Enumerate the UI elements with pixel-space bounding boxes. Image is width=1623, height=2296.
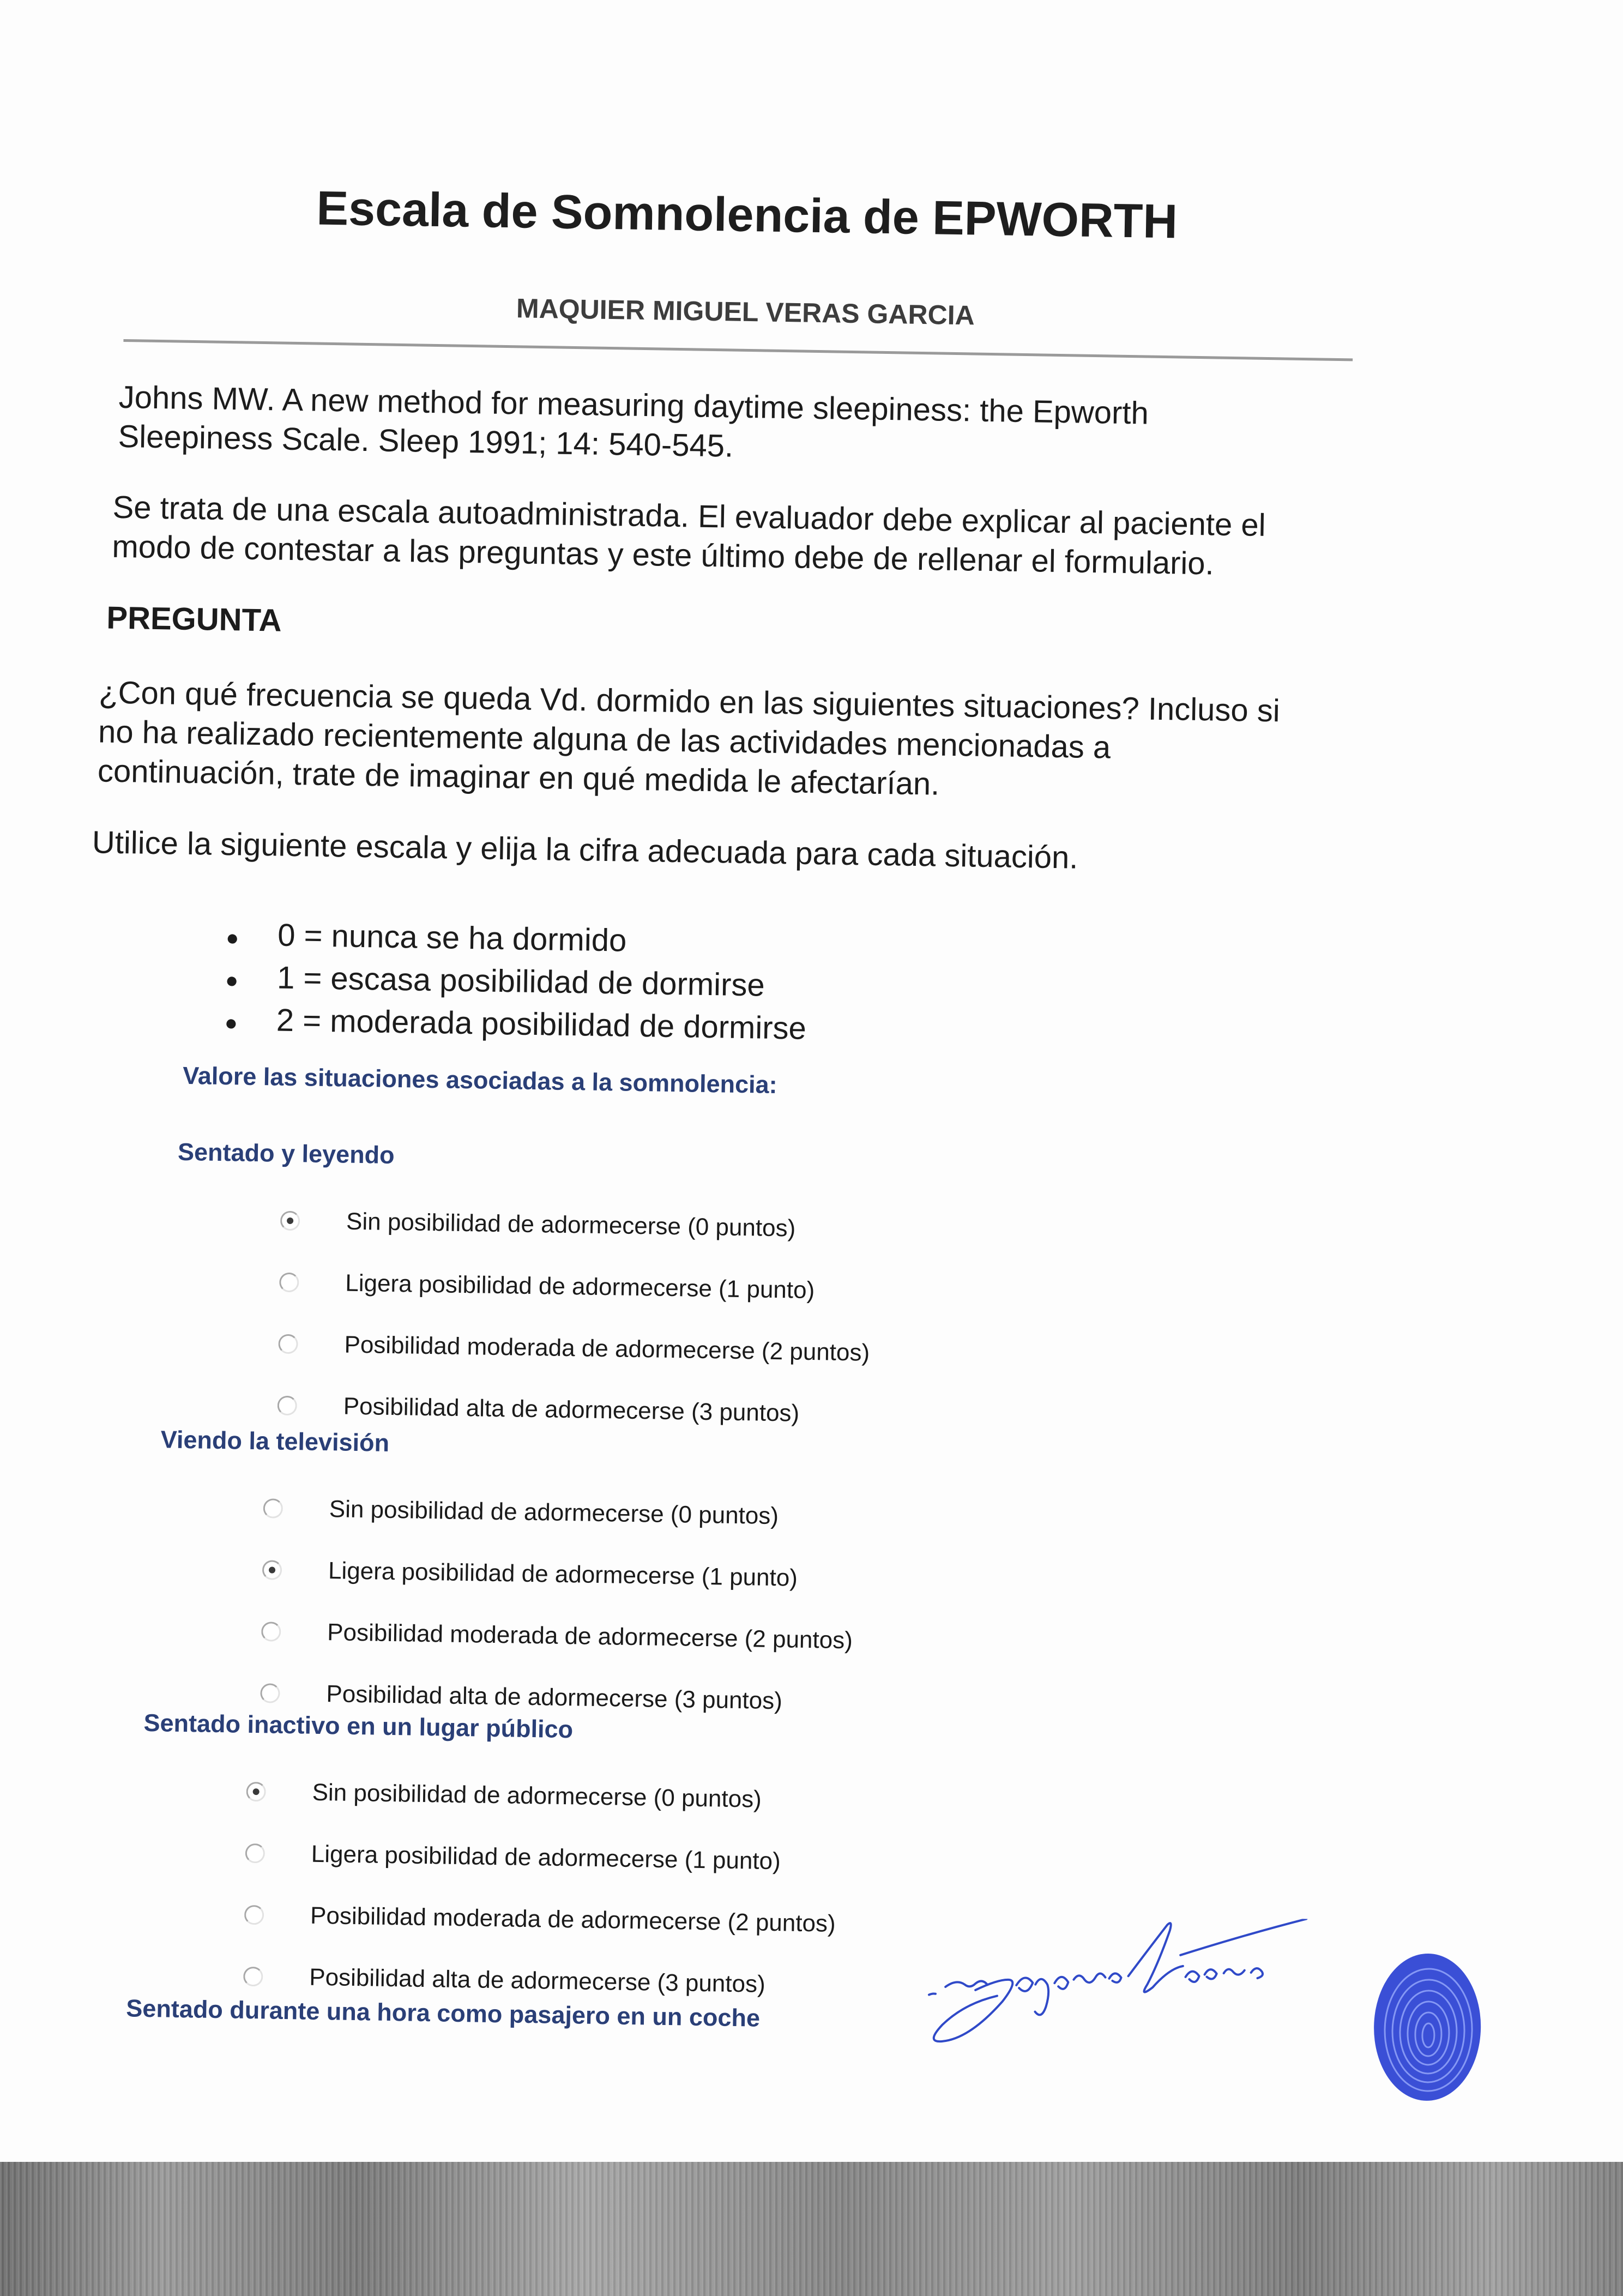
option-row[interactable] [262,1539,854,1610]
signature [922,1913,1350,2056]
option-label[interactable]: Sin posibilidad de adormecerse (0 puntos) [329,1495,779,1529]
scale-item [224,1000,806,1052]
bullet-icon: ● [225,926,239,950]
option-label[interactable]: Posibilidad alta de adormecerse (3 puntos) [343,1393,800,1427]
option-label[interactable]: Ligera posibilidad de adormecerse (1 punto) [311,1840,781,1875]
section-title: Sentado y leyendo [177,1137,395,1169]
signature-stroke [1180,1917,1306,1957]
option-label[interactable]: Ligera posibilidad de adormecerse (1 punto) [345,1269,815,1304]
option-row[interactable] [263,1477,855,1548]
intro-line: modo de contestar a las preguntas y este último debe de rellenar el formulario. [112,528,1215,582]
option-row[interactable] [244,1884,836,1955]
signature-stroke [1128,1923,1184,1993]
reference-line: Johns MW. A new method for measuring daytime sleepiness: the Epworth [118,379,1149,431]
option-label[interactable]: Posibilidad moderada de adormecerse (2 puntos) [327,1618,853,1654]
author-name: MAQUIER MIGUEL VERAS GARCIA [516,293,975,331]
scale-item-text: 2 = moderada posibilidad de dormirse [276,1002,807,1046]
signature-stroke [1016,1972,1105,2016]
signature-stroke [1109,1973,1121,1982]
scale-item-text: 1 = escasa posibilidad de dormirse [276,960,765,1003]
option-row[interactable] [245,1822,837,1893]
section-title: Sentado durante una hora como pasajero en un coche [126,1994,761,2032]
question-line: ¿Con qué frecuencia se queda Vd. dormido en las siguientes situaciones? Incluso si [98,674,1281,729]
radio-button[interactable] [263,1498,283,1518]
radio-button[interactable] [279,1272,299,1292]
reference-citation [118,378,1149,473]
radio-button[interactable] [262,1560,282,1580]
bullet-icon: ● [225,968,239,993]
radio-button[interactable] [244,1905,264,1925]
option-label[interactable]: Posibilidad moderada de adormecerse (2 puntos) [310,1902,836,1937]
radio-button[interactable] [261,1622,281,1642]
radio-button[interactable] [246,1781,266,1801]
document-title: Escala de Somnolencia de EPWORTH [316,180,1178,249]
option-label[interactable]: Posibilidad alta de adormecerse (3 puntos) [309,1963,766,1998]
signature-stroke [1185,1967,1263,1983]
scanner-border [0,2162,1623,2296]
signature-stroke [929,1993,936,1994]
intro-paragraph [112,488,1266,584]
radio-button[interactable] [243,1966,263,1986]
option-row[interactable] [280,1190,872,1261]
fingerprint-ink [1373,1952,1482,2101]
question-paragraph [97,673,1280,809]
question-line: no ha realizado recientemente alguna de las actividades mencionadas a [98,714,1111,766]
option-label[interactable]: Ligera posibilidad de adormecerse (1 punto) [328,1557,798,1592]
option-label[interactable]: Posibilidad moderada de adormecerse (2 puntos) [344,1331,870,1366]
radio-button[interactable] [260,1683,280,1703]
section-title: Sentado inactivo en un lugar público [143,1708,574,1744]
radio-button[interactable] [277,1395,298,1415]
fingerprint [1366,1947,1489,2107]
situation-section [173,1138,873,1445]
option-label[interactable]: Sin posibilidad de adormecerse (0 puntos) [346,1208,796,1242]
intro-line: Se trata de una escala autoadministrada. El evaluador debe explicar al paciente el [112,489,1266,543]
question-line: continuación, trate de imaginar en qué medida le afectarían. [97,753,940,802]
scale-list [224,915,808,1052]
instruction-text: Utilice la siguiente escala y elija la cifra adecuada para cada situación. [92,824,1078,876]
option-row[interactable] [261,1600,853,1671]
situation-section [156,1425,856,1733]
signature-stroke [934,1979,1013,2042]
option-row[interactable] [279,1251,871,1322]
reference-line: Sleepiness Scale. Sleep 1991; 14: 540-545. [118,418,734,464]
radio-button[interactable] [280,1210,300,1231]
option-row[interactable] [278,1313,870,1384]
option-row[interactable] [246,1761,838,1831]
situation-section [139,1709,838,2016]
situation-section [125,1994,760,2054]
radio-button[interactable] [245,1843,266,1863]
question-heading: PREGUNTA [106,600,282,638]
scale-item-text: 0 = nunca se ha dormido [277,917,627,959]
form-heading: Valore las situaciones asociadas a la somnolencia: [182,1061,778,1099]
section-title: Viendo la televisión [160,1425,390,1457]
title-divider [123,339,1353,361]
radio-button[interactable] [278,1334,298,1354]
option-label[interactable]: Posibilidad alta de adormecerse (3 puntos) [326,1680,783,1714]
bullet-icon: ● [224,1011,238,1035]
option-label[interactable]: Sin posibilidad de adormecerse (0 puntos) [312,1779,762,1813]
